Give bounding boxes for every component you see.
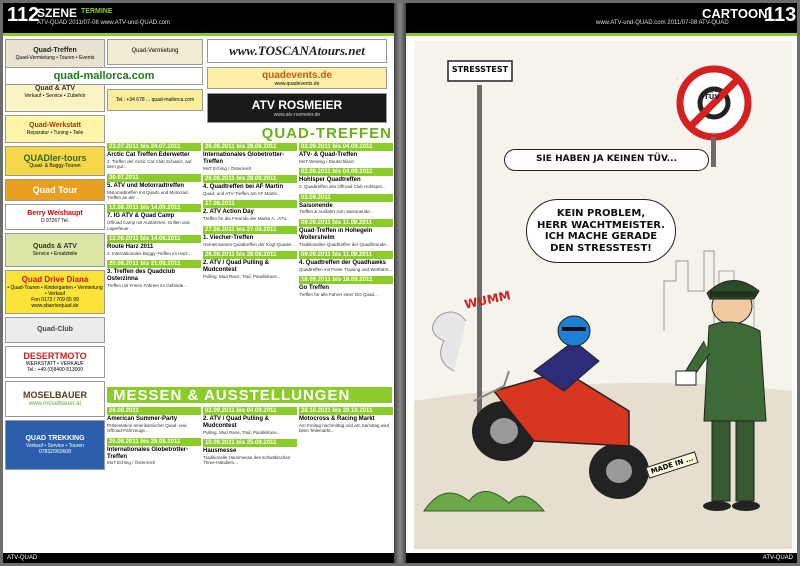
sound-effect: WUMM	[463, 288, 512, 312]
event-entry	[299, 219, 393, 247]
left-footer: ATV-QUAD	[3, 553, 394, 563]
right-footer: ATV-QUAD	[406, 553, 797, 563]
section-subtitle: TERMINE	[81, 8, 113, 15]
ad-fun-banner[interactable]: Quad-Vermietung	[107, 39, 203, 65]
event-text: MoT Eching / Österreich	[107, 460, 156, 466]
event-date: 16.09.2011 bis 18.09.2011	[299, 276, 393, 284]
event-title: Route Harz 2011	[107, 244, 154, 251]
ad-quadevents-banner[interactable]: quadevents.de www.quadevents.de	[207, 67, 387, 89]
event-entry	[203, 439, 297, 466]
right-page	[406, 3, 797, 563]
messen-heading: MESSEN & AUSSTELLUNGEN	[113, 387, 351, 404]
made-in-sticker: MADE IN ...	[645, 451, 698, 479]
event-text: MoT Eching / Österreich	[203, 165, 252, 171]
event-entry	[107, 143, 201, 170]
event-date: 26.08.2011 bis 28.08.2011	[203, 143, 297, 151]
event-text: 2. Internationales Buggy-Treffen im Harz...	[107, 250, 192, 256]
event-date: 02.09.2011 bis 04.09.2011	[203, 407, 297, 415]
event-date: 27.08.2011 bis 27.08.2011	[203, 226, 297, 234]
event-entry	[203, 200, 297, 221]
event-date: 26.08.2011 bis 28.08.2011	[107, 438, 201, 446]
cartoon-drawing	[414, 41, 792, 549]
event-title: 7. IG ATV & Quad Camp	[107, 213, 175, 220]
speech-bubble-rider: KEIN PROBLEM, HERR WACHTMEISTER. ICH MACHE GERADE DEN STRESSTEST!	[526, 199, 676, 263]
event-title: Arctic Cat Treffen Ederwetter	[107, 152, 190, 158]
header-meta: www.ATV-und-QUAD.com 2011/07-08 ATV-QUAD	[596, 20, 729, 26]
ad-box[interactable]: Quad-Treffen Quad-Vermietung • Touren • Events	[5, 39, 105, 69]
event-entry	[299, 407, 393, 434]
event-text: 2. Treffen der Arctic Cat Club Schweiz, auf dem gut...	[107, 158, 192, 170]
event-date: 30.07.2011	[107, 174, 201, 182]
event-text: Am Freitag nachmittag und am Samstag wird beim Teilemarkt...	[299, 422, 390, 434]
event-title: 5. ATV und Motorradtreffen	[107, 182, 184, 189]
event-entry	[299, 143, 393, 164]
event-text: Offroad Camp mit Ausfahrten, Grillen und Lagerfeuer...	[107, 220, 190, 231]
event-text: Treffen mit Freien Fahrten im Gelände...	[107, 283, 188, 289]
event-entry	[299, 251, 393, 272]
event-text: MoT Weissig / Deutschland	[299, 158, 354, 164]
event-text: Treffen & Ausfahrt zum Saisonende...	[299, 209, 374, 215]
ad-box[interactable]: MOSELBAUER www.moselbauer.at	[5, 381, 105, 417]
event-title: 4. Quadtreffen der Quadhawks	[299, 260, 387, 267]
cartoon-panel	[414, 41, 792, 549]
section-title: CARTOON	[702, 6, 768, 21]
event-title: 2. ATV Action Day	[203, 209, 254, 216]
event-text: Traditionelles Quadtreffen der Quadfreunde...	[299, 241, 390, 247]
section-title: SZENE	[37, 6, 78, 20]
event-text: Motorradtreffen mit Quads und Motorrad-Treffen an der ...	[107, 189, 189, 200]
event-entry	[107, 260, 201, 288]
ad-box[interactable]: Quad-Club	[5, 317, 105, 343]
event-date: 26.08.2011 bis 28.08.2011	[203, 251, 297, 259]
sign-post	[477, 85, 482, 415]
event-text: Gemeinsames Quadtreffen der Kogl-Quader...	[203, 241, 295, 247]
event-title: ATV- & Quad-Treffen	[299, 152, 358, 158]
ad-box[interactable]: Quad Drive Diana • Quad-Touren • Kindergarten • Vermietung • Verkauf Fon 0172 / 709 65 99 www.sbarrierquad.de	[5, 270, 105, 314]
ad-box[interactable]: DESERTMOTO WERKSTATT • VERKAUF Tel.: +49 (0)8400-513000	[5, 346, 105, 378]
speech-bubble-officer: SIE HABEN JA KEINEN TÜV...	[504, 149, 709, 171]
left-page	[3, 3, 394, 563]
event-date: 02.09.2011 bis 04.09.2011	[299, 143, 393, 151]
right-header	[406, 3, 797, 33]
ad-column	[5, 39, 105, 557]
event-entry	[299, 276, 393, 297]
event-title: Quad-Treffen in Hohegeln Wollershelm	[299, 227, 373, 241]
event-text: Präsentation amerikanischer Quad- und Offroad-Fahrzeuge...	[107, 422, 187, 434]
ad-mallorca-banner[interactable]: quad-mallorca.com	[5, 67, 203, 85]
event-title: 2. ATV / Quad Pulling & Mudcontest	[203, 416, 270, 429]
event-date: 12.08.2011 bis 14.08.2011	[107, 204, 201, 212]
event-title: 3. Treffen des Quadclub Osterzinna	[107, 269, 176, 283]
spine-gutter	[394, 3, 406, 563]
tuv-sign-text: TÜV	[704, 93, 720, 101]
event-text: Quadtreffen mit Freier Training und Wettfahrt...	[299, 266, 393, 272]
event-date: 09.09.2011 bis 11.09.2011	[299, 219, 393, 227]
event-title: Hausmesse	[203, 448, 237, 455]
event-date: 26.08.2011	[107, 407, 201, 415]
ad-box[interactable]: QUADler-tours Quad- & Buggy-Touren	[5, 146, 105, 176]
event-entry	[203, 407, 297, 435]
event-column-1	[107, 143, 201, 385]
left-header	[3, 3, 394, 33]
event-text: 2. Quadtreffen des Offroad Club Hohlsper...	[299, 184, 386, 190]
stresstest-sign-text: STRESSTEST	[451, 65, 509, 74]
header-stripe	[406, 33, 797, 36]
ad-toscana-banner[interactable]: www.TOSCANAtours.net	[207, 39, 387, 63]
ad-atvrosmeier-banner[interactable]: ATV ROSMEIER www.atv-rosmeier.de	[207, 93, 387, 123]
event-entry	[203, 226, 297, 247]
ad-box[interactable]: Quads & ATV Service • Ersatzteile	[5, 233, 105, 267]
ad-mallorca-sub[interactable]: Tel.: +34 678 ... quad-mallorca.com	[107, 89, 203, 111]
header-meta: ATV-QUAD 2011/07-08 www.ATV-und-QUAD.com	[37, 20, 171, 26]
event-date: 23.07.2011 bis 24.07.2011	[107, 143, 201, 151]
event-title: Saisonende	[299, 202, 333, 209]
event-title: Go Treffen	[299, 285, 330, 292]
event-text: Treffen für alle Fahrer einer GO Quad...	[299, 292, 378, 298]
event-title: 4. Quadtreffen bei AF Martin	[203, 184, 284, 191]
event-title: 2. ATV / Quad Pulling & Mudcontest	[203, 260, 270, 273]
event-entry	[203, 175, 297, 196]
event-entry	[299, 168, 393, 189]
messen-column-3	[299, 407, 393, 557]
ad-box[interactable]: QUAD TREKKING Verkauf • Service • Touren 07832/969608	[5, 420, 105, 470]
event-entry	[299, 194, 393, 215]
event-entry	[107, 174, 201, 201]
event-date: 20.08.2011 bis 21.08.2011	[107, 260, 201, 268]
event-entry	[107, 235, 201, 256]
event-column-3	[299, 143, 393, 385]
event-entry	[203, 143, 297, 171]
ad-box[interactable]: Quad & ATV Verkauf • Service • Zubehör	[5, 72, 105, 112]
event-text: Traditionelle Hausmesse des schwäbischen Three-Händlers...	[203, 455, 291, 466]
event-entry	[107, 438, 201, 466]
ad-box[interactable]: Berry Weishaupt D 97267 Tel.	[5, 204, 105, 230]
event-entry	[203, 251, 297, 279]
event-title: Motocross & Racing Markt	[299, 416, 375, 422]
event-title: Hohlsper Quadtreffen	[299, 177, 361, 184]
event-title: Internationales Globetrotter-Treffen	[203, 152, 285, 165]
event-date: 12.08.2011 bis 14.08.2011	[107, 235, 201, 243]
event-text: Pulling, Mud Race, Trail, Parallelrace...	[203, 429, 281, 435]
quad-treffen-heading: QUAD-TREFFEN	[261, 125, 392, 142]
event-entry	[107, 407, 201, 434]
event-title: American Summer-Party	[107, 416, 178, 422]
event-date: 02.09.2011 bis 04.09.2011	[299, 168, 393, 176]
page-number: 112	[7, 4, 40, 26]
event-date: 28.10.2011 bis 29.10.2011	[299, 407, 393, 415]
event-date: 03.09.2011	[299, 194, 393, 202]
messen-column-1	[107, 407, 201, 557]
event-entry	[107, 204, 201, 231]
event-date: 09.09.2011 bis 11.09.2011	[299, 251, 393, 259]
event-date: 27.08.2011	[203, 200, 297, 208]
event-text: Quad- und ATV-Treffen am AF Martin...	[203, 191, 281, 197]
event-date: 26.08.2011 bis 28.08.2011	[203, 175, 297, 183]
page-number: 113	[764, 4, 797, 26]
event-date: 10.09.2011 bis 25.09.2011	[203, 439, 297, 447]
event-title: 1. Viecher-Treffen	[203, 234, 254, 241]
messen-column-2	[203, 407, 297, 557]
header-stripe	[3, 33, 394, 36]
event-title: Internationales Globetrotter-Treffen	[107, 446, 189, 460]
ad-box[interactable]: Quad Tour	[5, 179, 105, 201]
event-column-2	[203, 143, 297, 385]
ad-box[interactable]: Quad-Werkstatt Reparatur • Tuning • Teile	[5, 115, 105, 143]
event-text: Pulling, Mud Race, Trail, Parallelrace...	[203, 273, 281, 279]
event-text: Treffen für die Freunde der Marke A...ATV...	[203, 216, 290, 222]
